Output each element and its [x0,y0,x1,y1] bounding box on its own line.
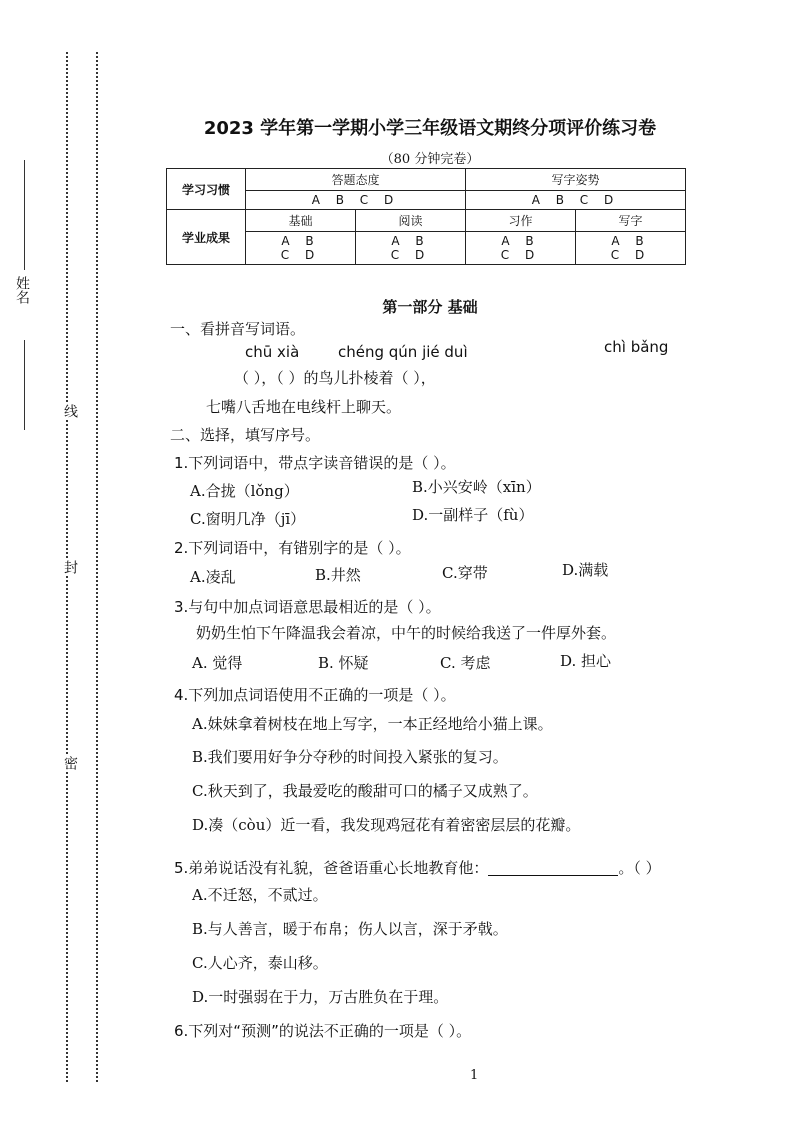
writing-grades[interactable]: A B C D [466,232,576,265]
q2-2-option-d[interactable]: D.满载 [562,561,609,579]
reading-grades[interactable]: A B C D [356,232,466,265]
exam-title: 2023 学年第一学期小学三年级语文期终分项评价练习卷 [203,118,657,139]
q2-3-sentence: 奶奶生怕下午降温我会着凉，中午的时候给我送了一件厚外套。 [196,624,617,642]
posture-header: 写字姿势 [466,169,686,191]
q2-3-option-b[interactable]: B. 怀疑 [318,654,369,672]
pinyin-2: chéng qún jié duì [338,343,468,361]
q2-2-option-c[interactable]: C.穿带 [442,564,488,582]
q2-4-option-d[interactable]: D.凑（còu）近一看，我发现鸡冠花有着密密层层的花瓣。 [192,816,581,834]
q2-3-option-c[interactable]: C. 考虑 [440,654,491,672]
sub-writing-header: 习作 [466,210,576,232]
seal-char-feng: 封 [62,560,78,574]
handwriting-grades[interactable]: A B C D [576,232,686,265]
q2-2-option-b[interactable]: B.井然 [315,566,361,584]
part-one-title: 第一部分 基础 [382,298,478,316]
sub-basics-header: 基础 [246,210,356,232]
seal-char-mi: 密 [62,756,78,770]
q1-sentence-end: 七嘴八舌地在电线杆上聊天。 [206,398,402,416]
sub-reading-header: 阅读 [356,210,466,232]
q2-1-option-b[interactable]: B.小兴安岭（xīn） [412,478,541,496]
q2-2-option-a[interactable]: A.凌乱 [190,568,236,586]
q2-5-option-c[interactable]: C.人心齐，泰山移。 [192,954,328,972]
q2-heading: 二、选择，填写序号。 [170,426,321,444]
attitude-grades[interactable]: A B C D [246,191,466,210]
q2-1-stem: 1.下列词语中，带点字读音错误的是（ ）。 [174,454,456,472]
sub-handwriting-header: 写字 [576,210,686,232]
q2-3-stem: 3.与句中加点词语意思最相近的是（ ）。 [174,598,441,616]
q2-5-option-a[interactable]: A.不迁怒，不贰过。 [192,886,328,904]
q2-1-option-a[interactable]: A.合拢（lǒng） [190,482,299,500]
q2-4-option-a[interactable]: A.妹妹拿着树枝在地上写字，一本正经地给小猫上课。 [192,715,553,733]
achievement-label: 学业成果 [167,210,246,265]
q1-heading: 一、看拼音写词语。 [170,320,306,338]
q2-5-option-b[interactable]: B.与人善言，暖于布帛；伤人以言，深于矛戟。 [192,920,508,938]
q2-1-option-d[interactable]: D.一副样子（fù） [412,506,534,524]
exam-duration: （80 分钟完卷） [380,152,480,167]
seal-dotted-line-outer [96,52,98,1082]
q2-5-stem: 5.弟弟说话没有礼貌，爸爸语重心长地教育他： 。（ ） [174,859,661,877]
q2-1-option-c[interactable]: C.窗明几净（jī） [190,510,306,528]
q2-3-option-a[interactable]: A. 觉得 [192,654,243,672]
habits-label: 学习习惯 [167,169,246,210]
q2-3-option-d[interactable]: D. 担心 [560,652,612,670]
binding-margin [0,0,110,1123]
q2-4-stem: 4.下列加点词语使用不正确的一项是（ ）。 [174,686,456,704]
q2-4-option-c[interactable]: C.秋天到了，我最爱吃的酸甜可口的橘子又成熟了。 [192,782,538,800]
seal-char-xian: 线 [62,404,78,418]
attitude-header: 答题态度 [246,169,466,191]
q1-fill-line[interactable]: （ ），（ ）的鸟儿扑棱着（ ）， [234,369,436,387]
q2-5-option-d[interactable]: D.一时强弱在于力，万古胜负在于理。 [192,988,449,1006]
name-write-line [24,160,25,270]
q2-6-stem: 6.下列对“预测”的说法不正确的一项是（ ）。 [174,1022,472,1040]
basics-grades[interactable]: A B C D [246,232,356,265]
posture-grades[interactable]: A B C D [466,191,686,210]
q2-2-stem: 2.下列词语中，有错别字的是（ ）。 [174,539,411,557]
q2-5-answer-blank[interactable] [488,861,618,876]
evaluation-table [166,168,686,265]
pinyin-3: chì bǎng [604,338,669,356]
name-label: 姓名 [14,276,30,304]
page-number: 1 [470,1068,479,1083]
id-write-line [24,340,25,430]
q2-4-option-b[interactable]: B.我们要用好争分夺秒的时间投入紧张的复习。 [192,748,508,766]
pinyin-1: chū xià [245,343,300,361]
